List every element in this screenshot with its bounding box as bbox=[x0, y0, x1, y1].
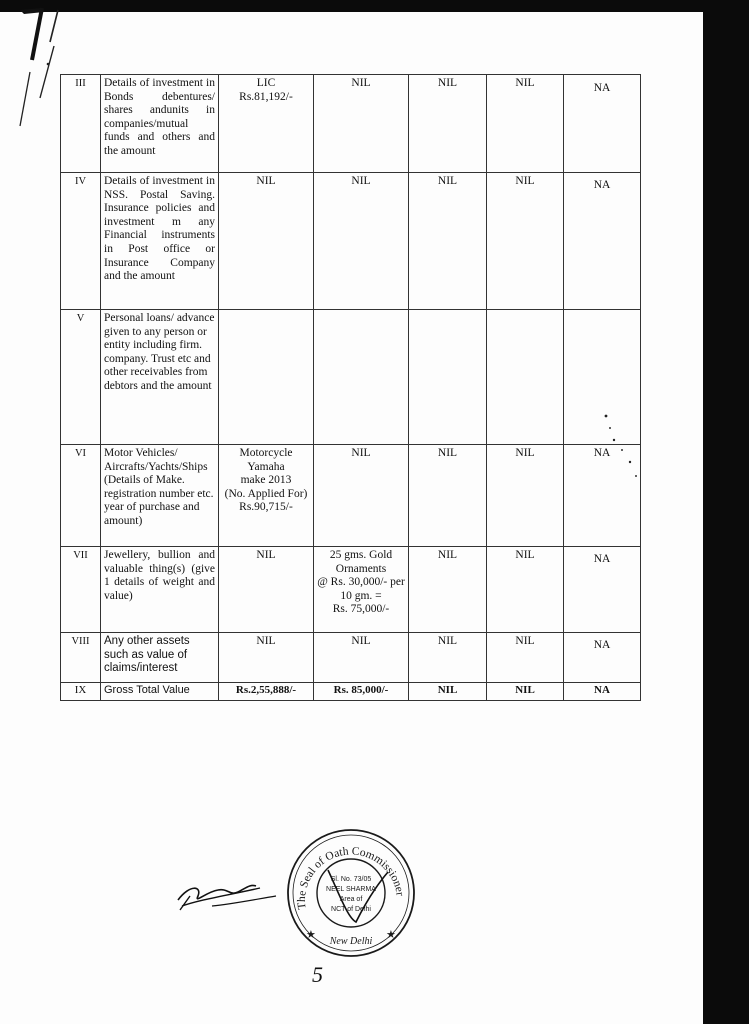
row-number: IX bbox=[61, 683, 101, 701]
table-row bbox=[61, 633, 641, 683]
table-row bbox=[61, 445, 641, 547]
oath-commissioner-seal bbox=[284, 826, 418, 960]
cell-spouse: NIL bbox=[314, 633, 409, 683]
row-description: Any other assets such as value of claims/interest bbox=[101, 633, 219, 683]
table-row-total bbox=[61, 683, 641, 701]
cell-self: LIC Rs.81,192/- bbox=[219, 75, 314, 173]
cell-dependent-2: NIL bbox=[487, 683, 564, 701]
cell-dependent-1: NIL bbox=[409, 683, 487, 701]
seal-star-left: ★ bbox=[306, 929, 316, 941]
table-row bbox=[61, 310, 641, 445]
scan-top-edge bbox=[0, 0, 749, 12]
cell-self: Rs.2,55,888/- bbox=[219, 683, 314, 701]
seal-bottom-text: New Delhi bbox=[329, 936, 373, 947]
page-number: 5 bbox=[312, 962, 323, 987]
cell-dependent-3: NA bbox=[564, 633, 641, 683]
cell-dependent-2: NIL bbox=[487, 633, 564, 683]
table-row bbox=[61, 75, 641, 173]
cell-dependent-3: NA bbox=[564, 173, 641, 310]
seal-line-3: Area of bbox=[339, 896, 363, 903]
cell-spouse: NIL bbox=[314, 445, 409, 547]
table-row bbox=[61, 173, 641, 310]
handwritten-signature bbox=[172, 870, 282, 920]
cell-self: Motorcycle Yamaha make 2013 (No. Applied For) Rs.90,715/- bbox=[219, 445, 314, 547]
cell-self bbox=[219, 310, 314, 445]
cell-dependent-1: NIL bbox=[409, 633, 487, 683]
scan-right-edge bbox=[703, 0, 749, 1024]
cell-dependent-2: NIL bbox=[487, 547, 564, 633]
row-description: Gross Total Value bbox=[101, 683, 219, 701]
cell-dependent-1: NIL bbox=[409, 547, 487, 633]
row-description: Jewellery, bullion and valuable thing(s) (give 1 details of weight and value) bbox=[101, 547, 219, 633]
asset-table bbox=[60, 74, 641, 701]
cell-dependent-1: NIL bbox=[409, 445, 487, 547]
cell-dependent-1: NIL bbox=[409, 173, 487, 310]
cell-dependent-3: NA bbox=[564, 445, 641, 547]
row-description: Details of investment in NSS. Postal Saving. Insurance policies and investment m any Financial instruments in Post office or Insurance Company and the amount bbox=[101, 173, 219, 310]
seal-outer-text: The Seal of Oath Commissioner bbox=[295, 845, 406, 911]
cell-dependent-2 bbox=[487, 310, 564, 445]
cell-dependent-2: NIL bbox=[487, 75, 564, 173]
seal-star-right: ★ bbox=[386, 929, 396, 941]
row-number: III bbox=[61, 75, 101, 173]
cell-dependent-2: NIL bbox=[487, 445, 564, 547]
row-description: Details of investment in Bonds debentures/ shares andunits in companies/mutual funds and others and the amount bbox=[101, 75, 219, 173]
cell-dependent-1 bbox=[409, 310, 487, 445]
row-description: Personal loans/ advance given to any person or entity including firm. company. Trust etc and other receivables from debtors and the amount bbox=[101, 310, 219, 445]
scan-specks bbox=[592, 410, 642, 490]
cell-spouse: Rs. 85,000/- bbox=[314, 683, 409, 701]
row-number: VII bbox=[61, 547, 101, 633]
seal-line-1: Sl. No. 73/05 bbox=[330, 876, 372, 883]
row-number: VI bbox=[61, 445, 101, 547]
row-description: Motor Vehicles/ Aircrafts/Yachts/Ships (Details of Make. registration number etc. year of purchase and amount) bbox=[101, 445, 219, 547]
table-row bbox=[61, 547, 641, 633]
cell-spouse: NIL bbox=[314, 173, 409, 310]
row-number: VIII bbox=[61, 633, 101, 683]
seal-line-4: NCT of Delhi bbox=[331, 906, 371, 913]
cell-dependent-3: NA bbox=[564, 683, 641, 701]
row-number: V bbox=[61, 310, 101, 445]
row-number: IV bbox=[61, 173, 101, 310]
cell-self: NIL bbox=[219, 547, 314, 633]
cell-dependent-1: NIL bbox=[409, 75, 487, 173]
cell-spouse bbox=[314, 310, 409, 445]
cell-dependent-2: NIL bbox=[487, 173, 564, 310]
cell-spouse: 25 gms. Gold Ornaments @ Rs. 30,000/- per 10 gm. = Rs. 75,000/- bbox=[314, 547, 409, 633]
cell-self: NIL bbox=[219, 173, 314, 310]
seal-line-2: NEEL SHARMA bbox=[326, 886, 376, 893]
cell-dependent-3: NA bbox=[564, 547, 641, 633]
cell-spouse: NIL bbox=[314, 75, 409, 173]
cell-self: NIL bbox=[219, 633, 314, 683]
cell-dependent-3: NA bbox=[564, 75, 641, 173]
